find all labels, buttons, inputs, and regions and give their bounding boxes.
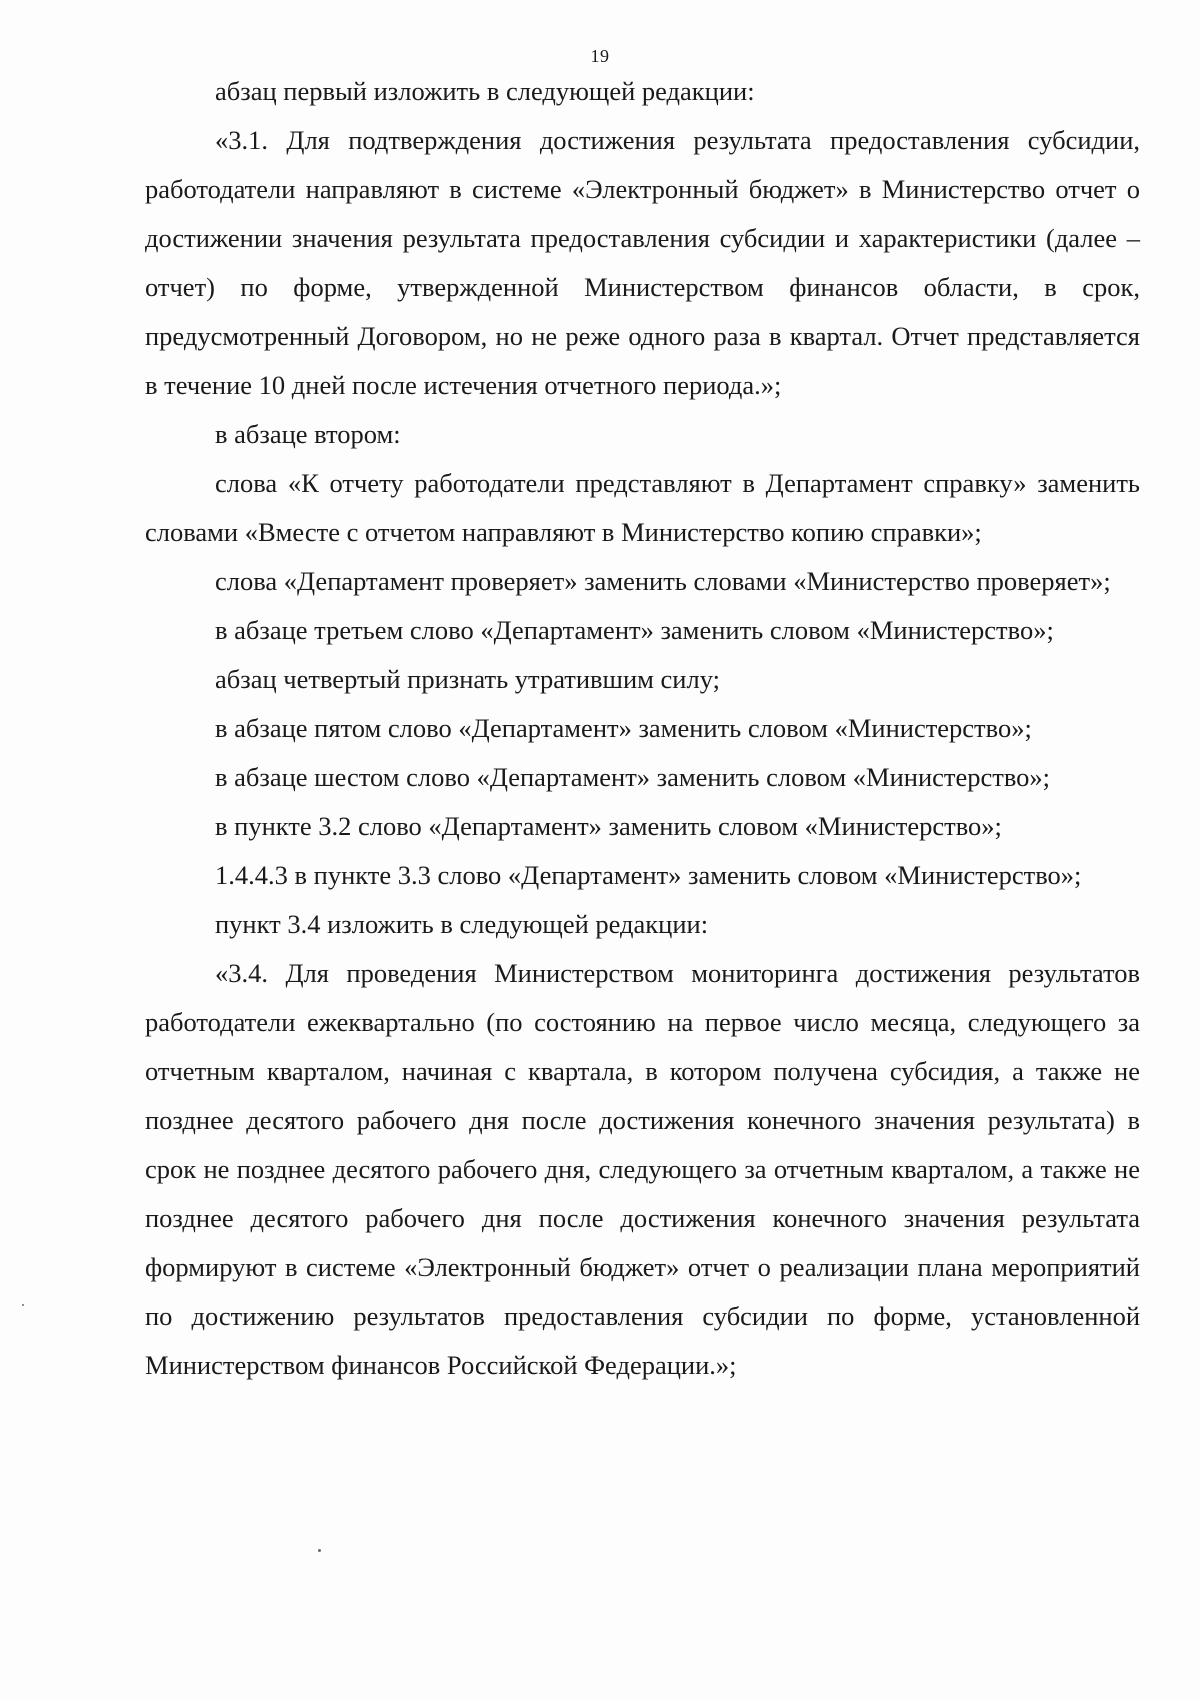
paragraph-8: в абзаце пятом слово «Департамент» заменить словом «Министерство»; — [215, 713, 1032, 743]
paragraph-5: слова «Департамент проверяет» заменить словами «Министерство проверяет»; — [215, 566, 1111, 596]
paragraph-1: абзац первый изложить в следующей редакции: — [215, 76, 755, 106]
paragraph-3: в абзаце втором: — [215, 419, 401, 449]
paragraph-10: в пункте 3.2 слово «Департамент» заменить словом «Министерство»; — [215, 811, 1002, 841]
paragraph-7: абзац четвертый признать утратившим силу; — [215, 664, 720, 694]
scan-speck — [318, 1549, 321, 1552]
paragraph-13: «3.4. Для проведения Министерством мониторинга достижения результатов работодатели ежеквартально (по состоянию на первое число месяца, следующего за отчетным кварталом, начиная с квартала, в котором получена субсидия, а также не позднее десятого рабочего дня после достижения конечного значения результата) в срок не позднее десятого рабочего дня, следующего за отчетным кварталом, а также не позднее десятого рабочего дня после достижения конечного значения результата формируют в системе «Электронный бюджет» отчет о реализации плана мероприятий по достижению результатов предоставления субсидии по форме, установленной Министерством финансов Российской Федерации.»; — [145, 958, 1140, 1380]
paragraph-4: слова «К отчету работодатели представляют в Департамент справку» заменить словами «Вместе с отчетом направляют в Министерство копию справки»; — [145, 468, 1140, 547]
paragraph-2: «3.1. Для подтверждения достижения результата предоставления субсидии, работодатели направляют в системе «Электронный бюджет» в Министерство отчет о достижении значения результата предоставления субсидии и характеристики (далее – отчет) по форме, утвержденной Министерством финансов области, в срок, предусмотренный Договором, но не реже одного раза в квартал. Отчет представляется в течение 10 дней после истечения отчетного периода.»; — [145, 125, 1140, 400]
paragraph-12: пункт 3.4 изложить в следующей редакции: — [215, 909, 709, 939]
paragraph-9: в абзаце шестом слово «Департамент» заменить словом «Министерство»; — [215, 762, 1051, 792]
document-body — [145, 67, 1140, 1390]
scan-speck — [22, 1304, 24, 1306]
paragraph-11: 1.4.4.3 в пункте 3.3 слово «Департамент» заменить словом «Министерство»; — [215, 860, 1082, 890]
paragraph-6: в абзаце третьем слово «Департамент» заменить словом «Министерство»; — [215, 615, 1054, 645]
page-number: 19 — [590, 46, 610, 66]
